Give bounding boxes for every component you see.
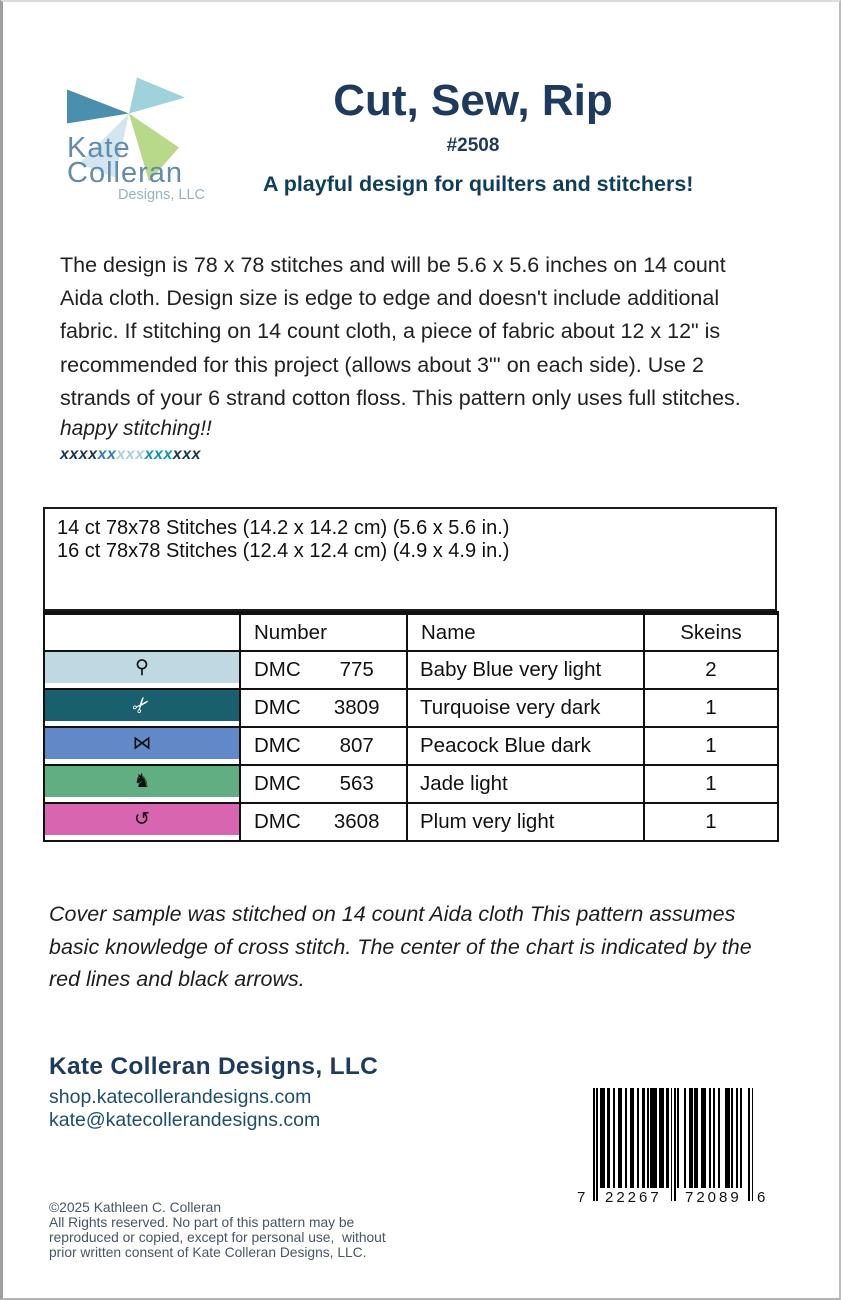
brand-label: DMC [254, 658, 301, 681]
barcode-digit-left: 7 [577, 1189, 586, 1206]
color-swatch [45, 804, 239, 835]
tagline: A playful design for quilters and stitchers! [263, 172, 694, 196]
skeins-cell: 1 [644, 727, 778, 765]
swatch-cell [44, 765, 240, 803]
company-name: Kate Colleran Designs, LLC [49, 1053, 379, 1080]
header-symbol [44, 613, 240, 651]
swatch-cell [44, 651, 240, 689]
copyright-line: reproduced or copied, except for personal use, without [49, 1230, 386, 1245]
brand-logo [63, 58, 213, 203]
name-cell: Peacock Blue dark [407, 727, 644, 765]
color-swatch [45, 766, 239, 797]
intro-paragraph [60, 249, 780, 415]
intro-line: The design is 78 x 78 stitches and will be 5.6 x 5.6 inches on 14 count [60, 253, 726, 277]
intro-line: strands of your 6 strand cotton floss. This pattern only uses full stitches. [60, 385, 741, 410]
upc-barcode [577, 1088, 766, 1220]
floss-number: 775 [339, 658, 374, 681]
color-swatch [45, 728, 239, 759]
table-row [44, 803, 778, 841]
page-title: Cut, Sew, Rip [333, 76, 613, 125]
barcode-digit-group2: 72089 [685, 1189, 742, 1206]
name-cell: Baby Blue very light [407, 651, 644, 689]
table-row [44, 651, 778, 689]
floss-number: 3608 [333, 810, 380, 833]
header [263, 76, 694, 196]
copyright-line: ©2025 Kathleen C. Colleran [49, 1200, 222, 1215]
note-line: basic knowledge of cross stitch. The center of the chart is indicated by the [49, 934, 752, 959]
header-number: Number [240, 613, 407, 651]
note-line: Cover sample was stitched on 14 count Aida cloth This pattern assumes [49, 902, 736, 926]
number-cell [240, 765, 407, 803]
table-row [44, 765, 778, 803]
logo-text-colleran: Colleran [67, 157, 183, 189]
copyright-block [49, 1200, 386, 1260]
cover-note [49, 898, 779, 996]
size-line-16ct: 16 ct 78x78 Stitches (12.4 x 12.4 cm) (4.9 x 4.9 in.) [57, 540, 510, 562]
floss-number: 807 [339, 734, 374, 757]
copyright-line: All Rights reserved. No part of this pattern may be [49, 1215, 355, 1230]
header-skeins: Skeins [644, 613, 778, 651]
skeins-cell: 1 [644, 765, 778, 803]
brand-label: DMC [254, 772, 301, 795]
intro-line: Aida cloth. Design size is edge to edge and doesn't include additional [60, 286, 720, 311]
email-link[interactable]: kate@katecollerandesigns.com [49, 1109, 321, 1131]
skeins-cell: 1 [644, 803, 778, 841]
number-cell [240, 803, 407, 841]
brand-label: DMC [254, 696, 301, 719]
color-swatch [45, 652, 239, 683]
swatch-cell [44, 803, 240, 841]
intro-line: recommended for this project (allows about 3"' on each side). Use 2 [60, 352, 704, 377]
number-cell [240, 689, 407, 727]
pinwheel-blade-top-left [67, 90, 129, 124]
barcode-digit-group1: 22267 [605, 1189, 662, 1206]
brand-label: DMC [254, 810, 301, 833]
pattern-number: #2508 [446, 135, 500, 156]
barcode-digit-right: 6 [757, 1189, 766, 1206]
scissors-symbol-icon: ✂ [127, 691, 157, 720]
figure-symbol-icon: ♞ [133, 771, 151, 792]
number-cell [240, 651, 407, 689]
stitch-size-box [43, 507, 777, 611]
rotate-symbol-icon: ↺ [134, 809, 150, 830]
floss-table [43, 611, 779, 842]
barcode-bars [593, 1088, 753, 1201]
bowtie-symbol-icon: ⋈ [132, 733, 152, 754]
pinwheel-blade-top-right [129, 78, 185, 114]
table-header-row [44, 613, 778, 651]
skeins-cell: 2 [644, 651, 778, 689]
copyright-line: prior written consent of Kate Colleran Designs, LLC. [49, 1245, 367, 1260]
number-cell [240, 727, 407, 765]
name-cell: Plum very light [407, 803, 644, 841]
microphone-symbol-icon: ⚲ [135, 657, 149, 678]
logo-text-kate: Kate [67, 132, 131, 164]
skeins-cell: 1 [644, 689, 778, 727]
floss-chart [43, 507, 777, 842]
logo-text-designs-llc: Designs, LLC [117, 187, 205, 203]
shop-url-link[interactable]: shop.katecollerandesigns.com [49, 1086, 312, 1108]
table-row [44, 727, 778, 765]
intro-line: fabric. If stitching on 14 count cloth, a piece of fabric about 12 x 12" is [60, 319, 721, 344]
floss-number: 3809 [333, 696, 380, 719]
floss-number: 563 [339, 772, 374, 795]
signoff-text: happy stitching!! [60, 417, 212, 440]
swatch-cell [44, 727, 240, 765]
color-swatch [45, 690, 239, 721]
note-line: red lines and black arrows. [49, 967, 305, 992]
name-cell: Jade light [407, 765, 644, 803]
swatch-cell [44, 689, 240, 727]
stitch-x-row: xxxxxxxxxxxxxxx [60, 446, 201, 463]
size-line-14ct: 14 ct 78x78 Stitches (14.2 x 14.2 cm) (5.6 x 5.6 in.) [57, 517, 510, 539]
brand-label: DMC [254, 734, 301, 757]
name-cell: Turquoise very dark [407, 689, 644, 727]
table-row [44, 689, 778, 727]
header-name: Name [407, 613, 644, 651]
